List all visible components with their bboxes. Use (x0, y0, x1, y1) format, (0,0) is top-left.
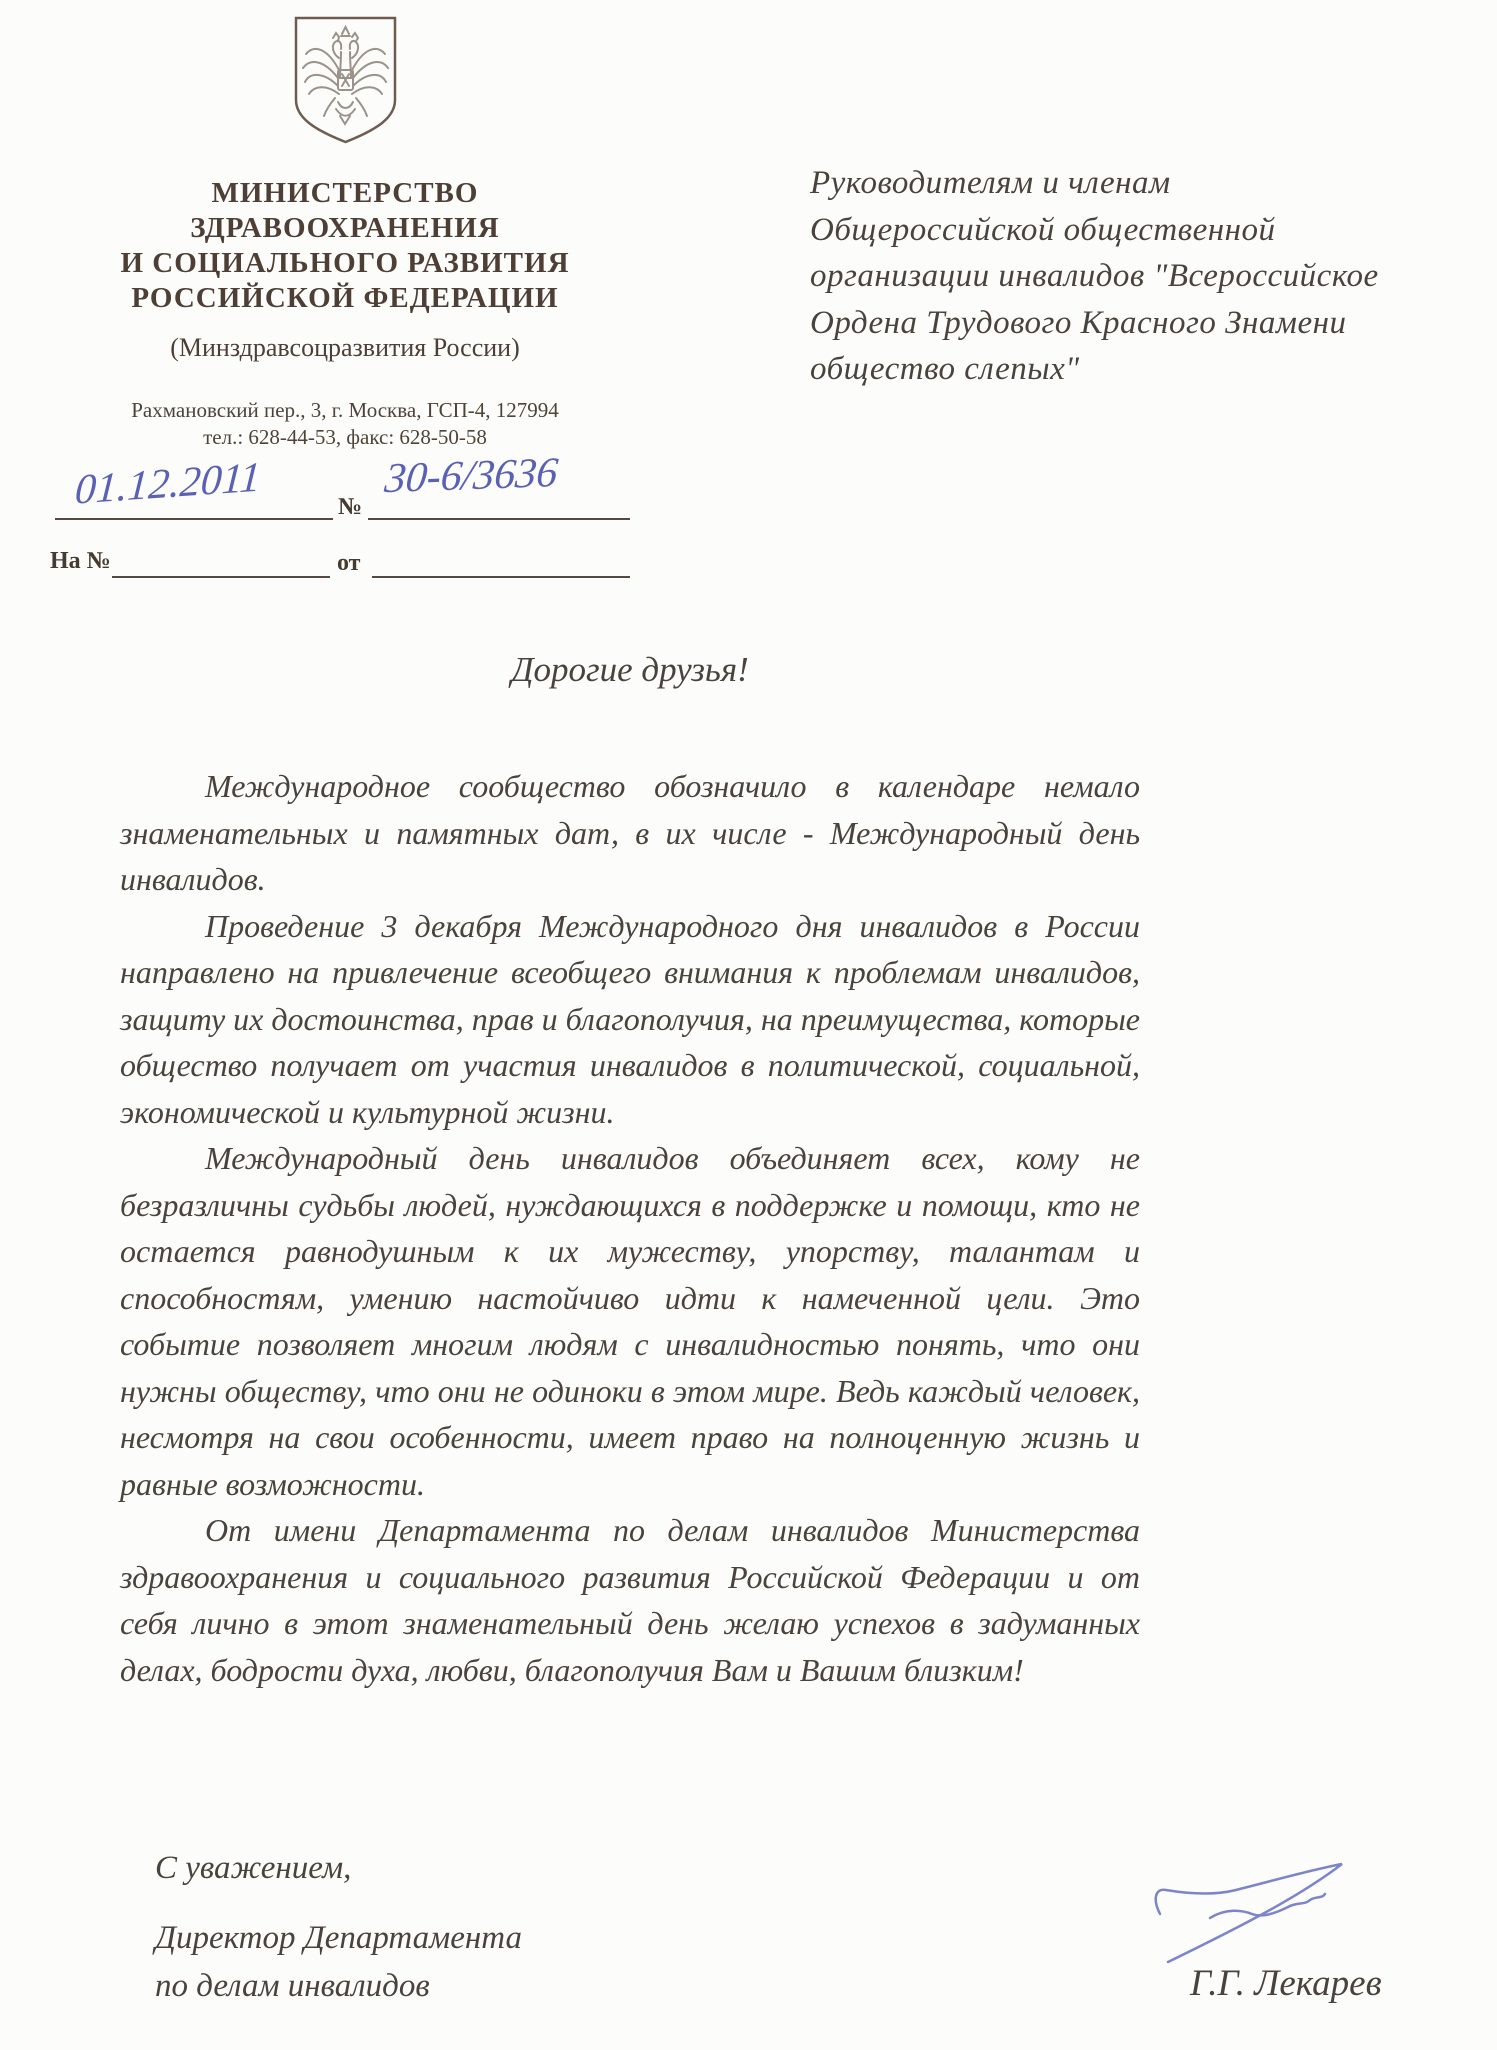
phone-line: тел.: 628-44-53, факс: 628-50-58 (203, 425, 487, 449)
number-underline (368, 518, 630, 520)
ministry-name-line: ЗДРАВООХРАНЕНИЯ (190, 212, 500, 244)
body-paragraph: Международное сообщество обозначило в календаре немало знаменательных и памятных дат, в их числе - Международный день инвалидов. (120, 768, 1140, 897)
reply-from-underline (372, 576, 630, 578)
reply-to-label: На № (50, 548, 111, 574)
salutation: Дорогие друзья! (511, 650, 749, 689)
ministry-short-name: (Минздравсоцразвития России) (170, 333, 520, 362)
body-paragraph: Международный день инвалидов объединяет всех, кому не безразличны судьбы людей, нуждающихся в поддержке и помощи, кто не остается равнодушным к их мужеству, упорству, талантам и способностям, умению настойчиво идти к намеченной цели. Это событие позволяет многим людям с инвалидностью понять, что они нужны обществу, что они не одиноки в этом мире. Ведь каждый человек, несмотря на свои особенности, имеет право на полноценную жизнь и равные возможности. (120, 1140, 1140, 1502)
letter-number-handwritten: 30-6/3636 (382, 449, 561, 503)
letter-date-handwritten: 01.12.2011 (73, 454, 263, 514)
addressee-block (810, 160, 1460, 393)
body-paragraph: От имени Департамента по делам инвалидов Министерства здравоохранения и социального развития Российской Федерации и от себя лично в этот знаменательный день желаю успехов в задуманных делах, бодрости духа, любви, благополучия Вам и Вашим близким! (120, 1512, 1140, 1688)
date-underline (55, 518, 333, 520)
ministry-name (45, 176, 645, 316)
addressee-line: общество слепых" (810, 351, 1080, 387)
signer-title-line1: Директор Департамента (155, 1920, 522, 1956)
ministry-name-line: И СОЦИАЛЬНОГО РАЗВИТИЯ (120, 247, 570, 279)
reply-from-label: от (337, 550, 361, 576)
body-paragraph: Проведение 3 декабря Международного дня инвалидов в России направлено на привлечение всеобщего внимания к проблемам инвалидов, защиту их достоинства, прав и благополучия, на преимущества, которые общество получает от участия инвалидов в политической, социальной, экономической и культурной жизни. (120, 907, 1140, 1130)
coat-of-arms-icon (288, 14, 403, 146)
reply-to-underline (112, 576, 330, 578)
signer-name: Г.Г. Лекарев (1190, 1963, 1382, 2004)
number-sign: № (338, 494, 363, 520)
letter-body (120, 763, 1140, 1693)
addressee-line: Руководителям и членам (810, 165, 1171, 201)
address-line: Рахмановский пер., 3, г. Москва, ГСП-4, 127994 (131, 398, 559, 422)
addressee-line: организации инвалидов "Всероссийское (810, 258, 1379, 294)
ministry-name-line: РОССИЙСКОЙ ФЕДЕРАЦИИ (131, 282, 559, 314)
signature-handwritten (1150, 1860, 1350, 1970)
addressee-line: Ордена Трудового Красного Знамени (810, 304, 1347, 341)
addressee-line: Общероссийской общественной (810, 211, 1276, 248)
ministry-name-line: МИНИСТЕРСТВО (211, 177, 479, 209)
closing-regards: С уважением, (155, 1850, 352, 1886)
signer-title-line2: по делам инвалидов (155, 1968, 430, 2004)
